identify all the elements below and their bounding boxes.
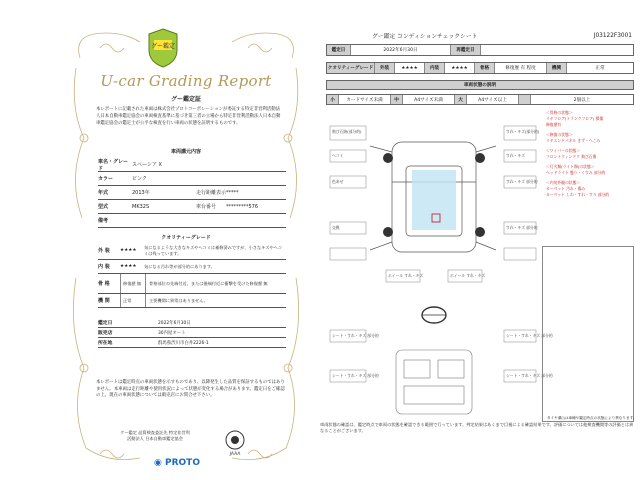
panel-text: ＜内装外観の状態＞: [546, 180, 581, 185]
panel-text: ＜ワイパーの状態＞: [546, 148, 580, 153]
info-value: 群馬県渋川市白井2226-1: [158, 340, 209, 346]
row-key: 型式: [98, 204, 109, 210]
grade-box: 正常: [120, 294, 146, 307]
cell-label: 骨格: [475, 63, 495, 73]
cell-value: ★★★★: [395, 63, 425, 73]
grade-stars: ★★★★: [120, 264, 137, 269]
row-key: カラー: [98, 176, 114, 182]
cell-value: 2022年6月30日: [351, 45, 451, 55]
proto-logo: ◉ PROTO: [154, 458, 200, 468]
size-code: 小: [327, 95, 339, 104]
certificate-intro: 本レポートに記載された車両は株式会社プロトコーポレーションが委託する特定非営利活動法人日本自動車鑑定協会の車両検査基準に基づき第三者の立場から特定非営利活動法人日本自動車鑑定協会の鑑定士が公平な検査を行い車両の状態を証明するものです。: [96, 107, 281, 126]
grade-desc: 主要機関に異常はありません。: [149, 297, 208, 303]
status-header: 車両状態の説明: [327, 81, 633, 89]
info-key: 所在地: [98, 341, 113, 346]
panel-text: カーペット しわ・すれ・すり 部分的: [546, 192, 610, 197]
cell-value: 修復歴 有 程度: [495, 63, 547, 73]
diagram-label: すれ・キズ 部分的: [506, 225, 538, 230]
row-value-2: *****: [226, 189, 239, 196]
grade-row-frame: [98, 274, 286, 294]
certificate-subtitle: グー鑑定証: [170, 96, 201, 103]
jaaa-seal-icon: [220, 428, 250, 458]
sheet-row-quality: [326, 62, 634, 74]
diagram-label: すれ・キズ(部分的): [506, 129, 540, 134]
panel-text: カーペット 汚れ・傷み: [546, 186, 586, 191]
vehicle-row-model: [98, 200, 286, 214]
cell-value: ★★★★: [445, 63, 475, 73]
panel-text: ヘッドライト 曇り・くすみ 部分的: [546, 170, 606, 175]
grade-key: 機 関: [98, 298, 110, 304]
info-key: 販売店: [98, 331, 113, 336]
proto-logo-text: PROTO: [165, 458, 200, 468]
diagram-label: ヘコミ: [332, 153, 344, 158]
size-code: [519, 95, 531, 104]
diagram-label: すれ・キズ: [506, 153, 525, 158]
grade-desc: 骨格部位の先端付近、または後端付近に衝撃を受けた修復歴 無: [149, 280, 268, 286]
grade-box: 修復歴 無: [120, 274, 146, 293]
organization-names: グー鑑定 品質検査委託先 特定非営利活動法人 日本自動車鑑定協会: [120, 430, 190, 441]
row-key-2: 走行距離表示: [196, 190, 227, 196]
badge-label: グー鑑定: [150, 43, 176, 50]
cell-value: 正常: [595, 66, 605, 71]
goo-kantei-badge-icon: [146, 28, 180, 68]
size-legend-row: [326, 94, 634, 105]
size-desc: 2個以上: [573, 97, 591, 103]
status-header-row: [326, 80, 634, 90]
info-row-address: [98, 338, 286, 348]
panel-text: ＜骨格の状態＞: [546, 110, 573, 115]
diagram-label: ホイール すれ・キズ: [388, 273, 424, 278]
row-key-2: 車台番号: [196, 204, 217, 210]
diagram-label: シート・すれ・キズ 部分的: [506, 333, 553, 338]
sheet-row-dates: [326, 44, 634, 56]
row-value: 2013年: [132, 190, 150, 196]
cell-label: 内装: [425, 63, 445, 73]
sheet-id: J03122F3001: [593, 33, 632, 39]
legend-note: タイヤ溝山は車種や鑑定時点の状態により異なります。: [547, 416, 637, 420]
vehicle-row-notes: [98, 214, 286, 228]
panel-text: フロントウィンドウ 飛び石傷: [546, 154, 597, 159]
condition-check-sheet: [320, 26, 640, 466]
grade-row-exterior: [98, 242, 286, 260]
cell-label: 再鑑定日: [451, 45, 481, 55]
vehicle-row-year: [98, 186, 286, 200]
row-value: MK32S: [132, 203, 150, 210]
info-value: 30内屋オート: [158, 330, 186, 336]
quality-section-heading: クオリティーグレード: [161, 235, 211, 241]
vehicle-row-name: [98, 158, 286, 172]
diagram-label: シート・すれ・キズ 部分的: [506, 373, 553, 378]
grade-key: 内 装: [98, 264, 110, 270]
diagram-label: シート・すれ・キズ 部分的: [332, 373, 379, 378]
diagram-label: シート・すれ・キズ 部分的: [332, 333, 379, 338]
sheet-title: グー鑑定 コンディションチェックシート: [372, 34, 478, 40]
grade-row-engine: [98, 294, 286, 308]
legend-box: [542, 246, 634, 422]
diagram-label: すれ・キズ 部分的: [506, 179, 538, 184]
panel-text: 修復歴有: [546, 122, 562, 127]
row-value-2: *********576: [226, 203, 259, 210]
panel-text: ＜修復の状態＞: [546, 132, 573, 137]
grade-desc: 気になる汚れ等が部分的にあります。: [144, 263, 215, 269]
grade-stars: ★★★★: [120, 248, 137, 253]
grade-key: 骨 格: [98, 281, 110, 287]
info-key: 鑑定日: [98, 321, 113, 326]
sheet-disclaimer: 車両状態の確認は、鑑定時点で車両の状態を確認できる範囲で行っています。判定結果はあくまで目視による確認結果です。評価については他検査機関等の評価とは異なることがございます。: [320, 422, 634, 433]
row-key: 車名・グレード: [98, 158, 129, 172]
size-code: 大: [455, 95, 467, 104]
grade-desc: 気になるような大きなキズやヘコミは補修済みですが、小さなキズやヘコミは残っています。: [144, 244, 283, 256]
cell-label: 外装: [375, 63, 395, 73]
cell-label: クオリティーグレード: [327, 63, 375, 73]
diagram-label: 交換: [332, 225, 340, 230]
grade-key: 外 装: [98, 248, 110, 254]
row-key: 年式: [98, 190, 109, 196]
grade-row-interior: [98, 260, 286, 274]
jaaa-label: JAAA: [229, 452, 241, 457]
grading-certificate: [70, 28, 302, 468]
vehicle-row-color: [98, 172, 286, 186]
row-value: スペーシア X: [132, 162, 162, 168]
row-value: ピンク: [132, 176, 147, 182]
size-desc: A4サイズ未満: [403, 95, 455, 104]
size-code: 中: [391, 95, 403, 104]
info-value: 2022年6月30日: [158, 320, 191, 326]
size-desc: カードサイズ未満: [339, 95, 391, 104]
row-key: 備考: [98, 218, 109, 224]
cell-value: [481, 45, 633, 55]
cell-label: 機関: [547, 63, 567, 73]
diagram-label: 飛び石跡(部分的): [332, 129, 362, 134]
steering-wheel-icon: [422, 307, 446, 323]
panel-text: リヤエンドパネル きず・へこみ: [546, 138, 601, 143]
info-row-dealer: [98, 328, 286, 338]
panel-text: リヤフロア(トランクフロア) 損傷: [546, 116, 604, 121]
certificate-title: U-car Grading Report: [100, 72, 272, 90]
certificate-footer-note: 本レポートは鑑定時点の車両状態を示すものであり、以降発生した品質を保証するものではありません。本車両は走行距離や使用状況によって状態が変化する場合があります。鑑定日をご確認の上、現在の車両状態については販売店にお問合せ下さい。: [96, 380, 285, 398]
size-desc: A4サイズ以上: [467, 95, 519, 104]
vehicle-section-heading: 車両講元内容: [170, 149, 201, 155]
diagram-label: ホイール すれ・キズ: [450, 273, 486, 278]
info-row-date: [98, 318, 286, 328]
diagram-label: 色あせ: [332, 179, 344, 184]
panel-text: ＜灯火類(ライト類)の状態＞: [546, 164, 595, 169]
cell-label: 鑑定日: [327, 45, 351, 55]
